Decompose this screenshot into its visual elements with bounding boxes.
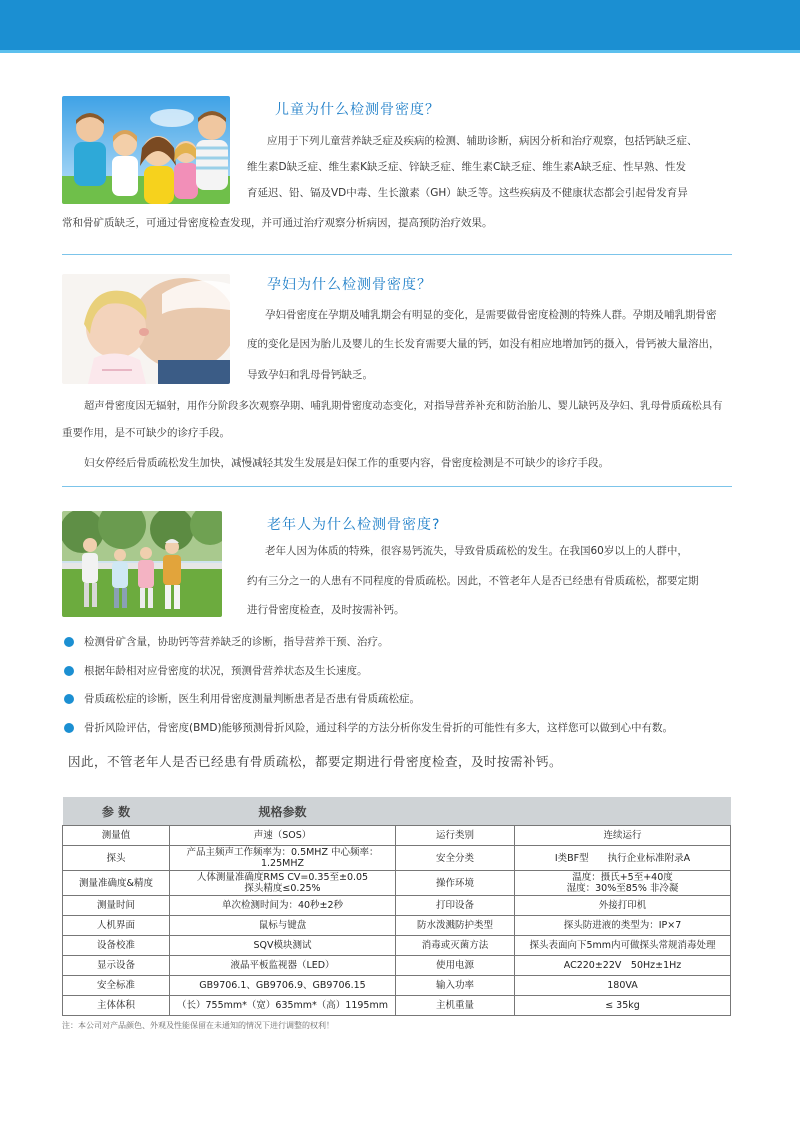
section-divider bbox=[62, 486, 732, 487]
table-cell: ≤ 35kg bbox=[515, 996, 731, 1016]
table-cell: 显示设备 bbox=[63, 956, 170, 976]
table-row bbox=[63, 936, 731, 956]
table-cell: 消毒或灭菌方法 bbox=[396, 936, 515, 956]
list-item-text: 检测骨矿含量，协助钙等营养缺乏的诊断，指导营养干预、治疗。 bbox=[84, 636, 389, 648]
section-title-elderly: 老年人为什么检测骨密度? bbox=[267, 517, 441, 533]
bullet-dot-icon bbox=[64, 694, 74, 704]
table-cell: SQV模块测试 bbox=[170, 936, 396, 956]
elderly-para-line-1: 老年人因为体质的特殊，很容易钙流失，导致骨质疏松的发生。在我国60岁以上的人群中， bbox=[265, 545, 688, 557]
table-cell: 180VA bbox=[515, 976, 731, 996]
children-para-line-4: 常和骨矿质缺乏，可通过骨密度检查发现，并可通过治疗观察分析病因，提高预防治疗效果。 bbox=[62, 217, 493, 229]
table-cell: 探头表面向下5mm内可做探头常规消毒处理 bbox=[515, 936, 731, 956]
pregnant-para-line-3: 导致孕妇和乳母骨钙缺乏。 bbox=[247, 369, 373, 381]
table-cell: 输入功率 bbox=[396, 976, 515, 996]
table-cell: 温度：摄氏+5至+40度 湿度：30%至85% 非冷凝 bbox=[515, 871, 731, 896]
spec-header-spec: 规格参数 bbox=[170, 797, 396, 826]
table-row bbox=[63, 996, 731, 1016]
table-cell: 探头 bbox=[63, 846, 170, 871]
bullet-dot-icon bbox=[64, 723, 74, 733]
table-cell: I类BF型 执行企业标准附录A bbox=[515, 846, 731, 871]
pregnant-para-line-1: 孕妇骨密度在孕期及哺乳期会有明显的变化，是需要做骨密度检测的特殊人群。孕期及哺乳期骨密 bbox=[265, 309, 717, 321]
table-cell: GB9706.1、GB9706.9、GB9706.15 bbox=[170, 976, 396, 996]
top-banner bbox=[0, 0, 800, 50]
children-para-line-2: 维生素D缺乏症、维生素K缺乏症、锌缺乏症、维生素C缺乏症、维生素A缺乏症、性早熟、性发 bbox=[247, 161, 686, 173]
table-cell: 操作环境 bbox=[396, 871, 515, 896]
table-cell: 安全分类 bbox=[396, 846, 515, 871]
bullet-dot-icon bbox=[64, 666, 74, 676]
spec-table-header bbox=[63, 797, 731, 826]
table-cell: 人机界面 bbox=[63, 916, 170, 936]
section-title-pregnant: 孕妇为什么检测骨密度？ bbox=[267, 277, 432, 293]
list-item-text: 根据年龄相对应骨密度的状况，预测骨营养状态及生长速度。 bbox=[84, 664, 368, 677]
table-row bbox=[63, 846, 731, 871]
spec-table-body bbox=[63, 826, 731, 1016]
table-row bbox=[63, 896, 731, 916]
conclusion-text: 因此，不管老年人是否已经患有骨质疏松，都要定期进行骨密度检查，及时按需补钙。 bbox=[68, 754, 563, 769]
spec-table bbox=[62, 797, 731, 1016]
section-title-children: 儿童为什么检测骨密度？ bbox=[275, 102, 440, 118]
list-item bbox=[62, 657, 742, 686]
top-banner-edge bbox=[0, 50, 800, 53]
list-item bbox=[62, 714, 742, 743]
spec-header-blank bbox=[515, 797, 731, 826]
table-cell: 外接打印机 bbox=[515, 896, 731, 916]
table-cell: 人体测量准确度RMS CV=0.35至±0.05 探头精度≤0.25% bbox=[170, 871, 396, 896]
table-cell: 连续运行 bbox=[515, 826, 731, 846]
list-item-text: 骨折风险评估，骨密度(BMD)能够预测骨折风险，通过科学的方法分析你发生骨折的可能性有多大，这样您可以做到心中有数。 bbox=[84, 721, 674, 734]
section-divider bbox=[62, 254, 732, 255]
table-cell: 液晶平板监视器（LED） bbox=[170, 956, 396, 976]
bullet-dot-icon bbox=[64, 637, 74, 647]
table-cell: 设备校准 bbox=[63, 936, 170, 956]
pregnant-para-line-2: 度的变化是因为胎儿及婴儿的生长发育需要大量的钙，如没有相应地增加钙的摄入，骨钙被大量溶出， bbox=[247, 338, 720, 350]
children-photo bbox=[62, 96, 230, 204]
table-cell: 探头防进液的类型为：IP×7 bbox=[515, 916, 731, 936]
children-para-line-1: 应用于下列儿童营养缺乏症及疾病的检测、辅助诊断，病因分析和治疗观察，包括钙缺乏症、 bbox=[267, 135, 698, 147]
benefits-list bbox=[62, 628, 742, 742]
elderly-photo bbox=[62, 511, 222, 617]
table-cell: 测量值 bbox=[63, 826, 170, 846]
table-cell: 使用电源 bbox=[396, 956, 515, 976]
list-item bbox=[62, 685, 742, 714]
table-cell: 主机重量 bbox=[396, 996, 515, 1016]
elderly-para-line-2: 约有三分之一的人患有不同程度的骨质疏松。因此，不管老年人是否已经患有骨质疏松，都要定期 bbox=[247, 575, 699, 587]
table-cell: 防水泼溅防护类型 bbox=[396, 916, 515, 936]
pregnant-para-line-4: 超声骨密度因无辐射，用作分阶段多次观察孕期、哺乳期骨密度动态变化，对指导营养补充和防治胎儿、婴儿缺钙及孕妇、乳母骨质疏松具有 bbox=[84, 400, 723, 412]
table-cell: 产品主频声工作频率为：0.5MHZ 中心频率：1.25MHZ bbox=[170, 846, 396, 871]
table-row bbox=[63, 826, 731, 846]
children-para-line-3: 育延迟、铅、镉及VD中毒、生长激素（GH）缺乏等。这些疾病及不健康状态都会引起骨发育异 bbox=[247, 187, 688, 199]
table-cell: 主体体积 bbox=[63, 996, 170, 1016]
table-cell: 鼠标与键盘 bbox=[170, 916, 396, 936]
spec-header-param: 参 数 bbox=[63, 797, 170, 826]
table-row bbox=[63, 916, 731, 936]
table-cell: 测量时间 bbox=[63, 896, 170, 916]
table-cell: AC220±22V 50Hz±1Hz bbox=[515, 956, 731, 976]
elderly-para-line-3: 进行骨密度检查，及时按需补钙。 bbox=[247, 604, 405, 616]
table-cell: 安全标准 bbox=[63, 976, 170, 996]
pregnant-para-line-5: 重要作用，是不可缺少的诊疗手段。 bbox=[62, 427, 230, 439]
table-cell: 打印设备 bbox=[396, 896, 515, 916]
table-cell: 测量准确度&精度 bbox=[63, 871, 170, 896]
spec-header-blank bbox=[396, 797, 515, 826]
list-item bbox=[62, 628, 742, 657]
pregnant-para-line-6: 妇女停经后骨质疏松发生加快，减慢减轻其发生发展是妇保工作的重要内容，骨密度检测是不可缺少的诊疗手段。 bbox=[84, 457, 609, 469]
pregnant-photo bbox=[62, 274, 230, 384]
list-item-text: 骨质疏松症的诊断，医生利用骨密度测量判断患者是否患有骨质疏松症。 bbox=[84, 693, 420, 705]
footnote: 注：本公司对产品颜色、外观及性能保留在未通知的情况下进行调整的权利！ bbox=[62, 1021, 334, 1030]
table-row bbox=[63, 956, 731, 976]
table-cell: 单次检测时间为：40秒±2秒 bbox=[170, 896, 396, 916]
table-row bbox=[63, 976, 731, 996]
table-cell: 声速（SOS） bbox=[170, 826, 396, 846]
table-cell: 运行类别 bbox=[396, 826, 515, 846]
table-cell: （长）755mm*（宽）635mm*（高）1195mm bbox=[170, 996, 396, 1016]
table-row bbox=[63, 871, 731, 896]
